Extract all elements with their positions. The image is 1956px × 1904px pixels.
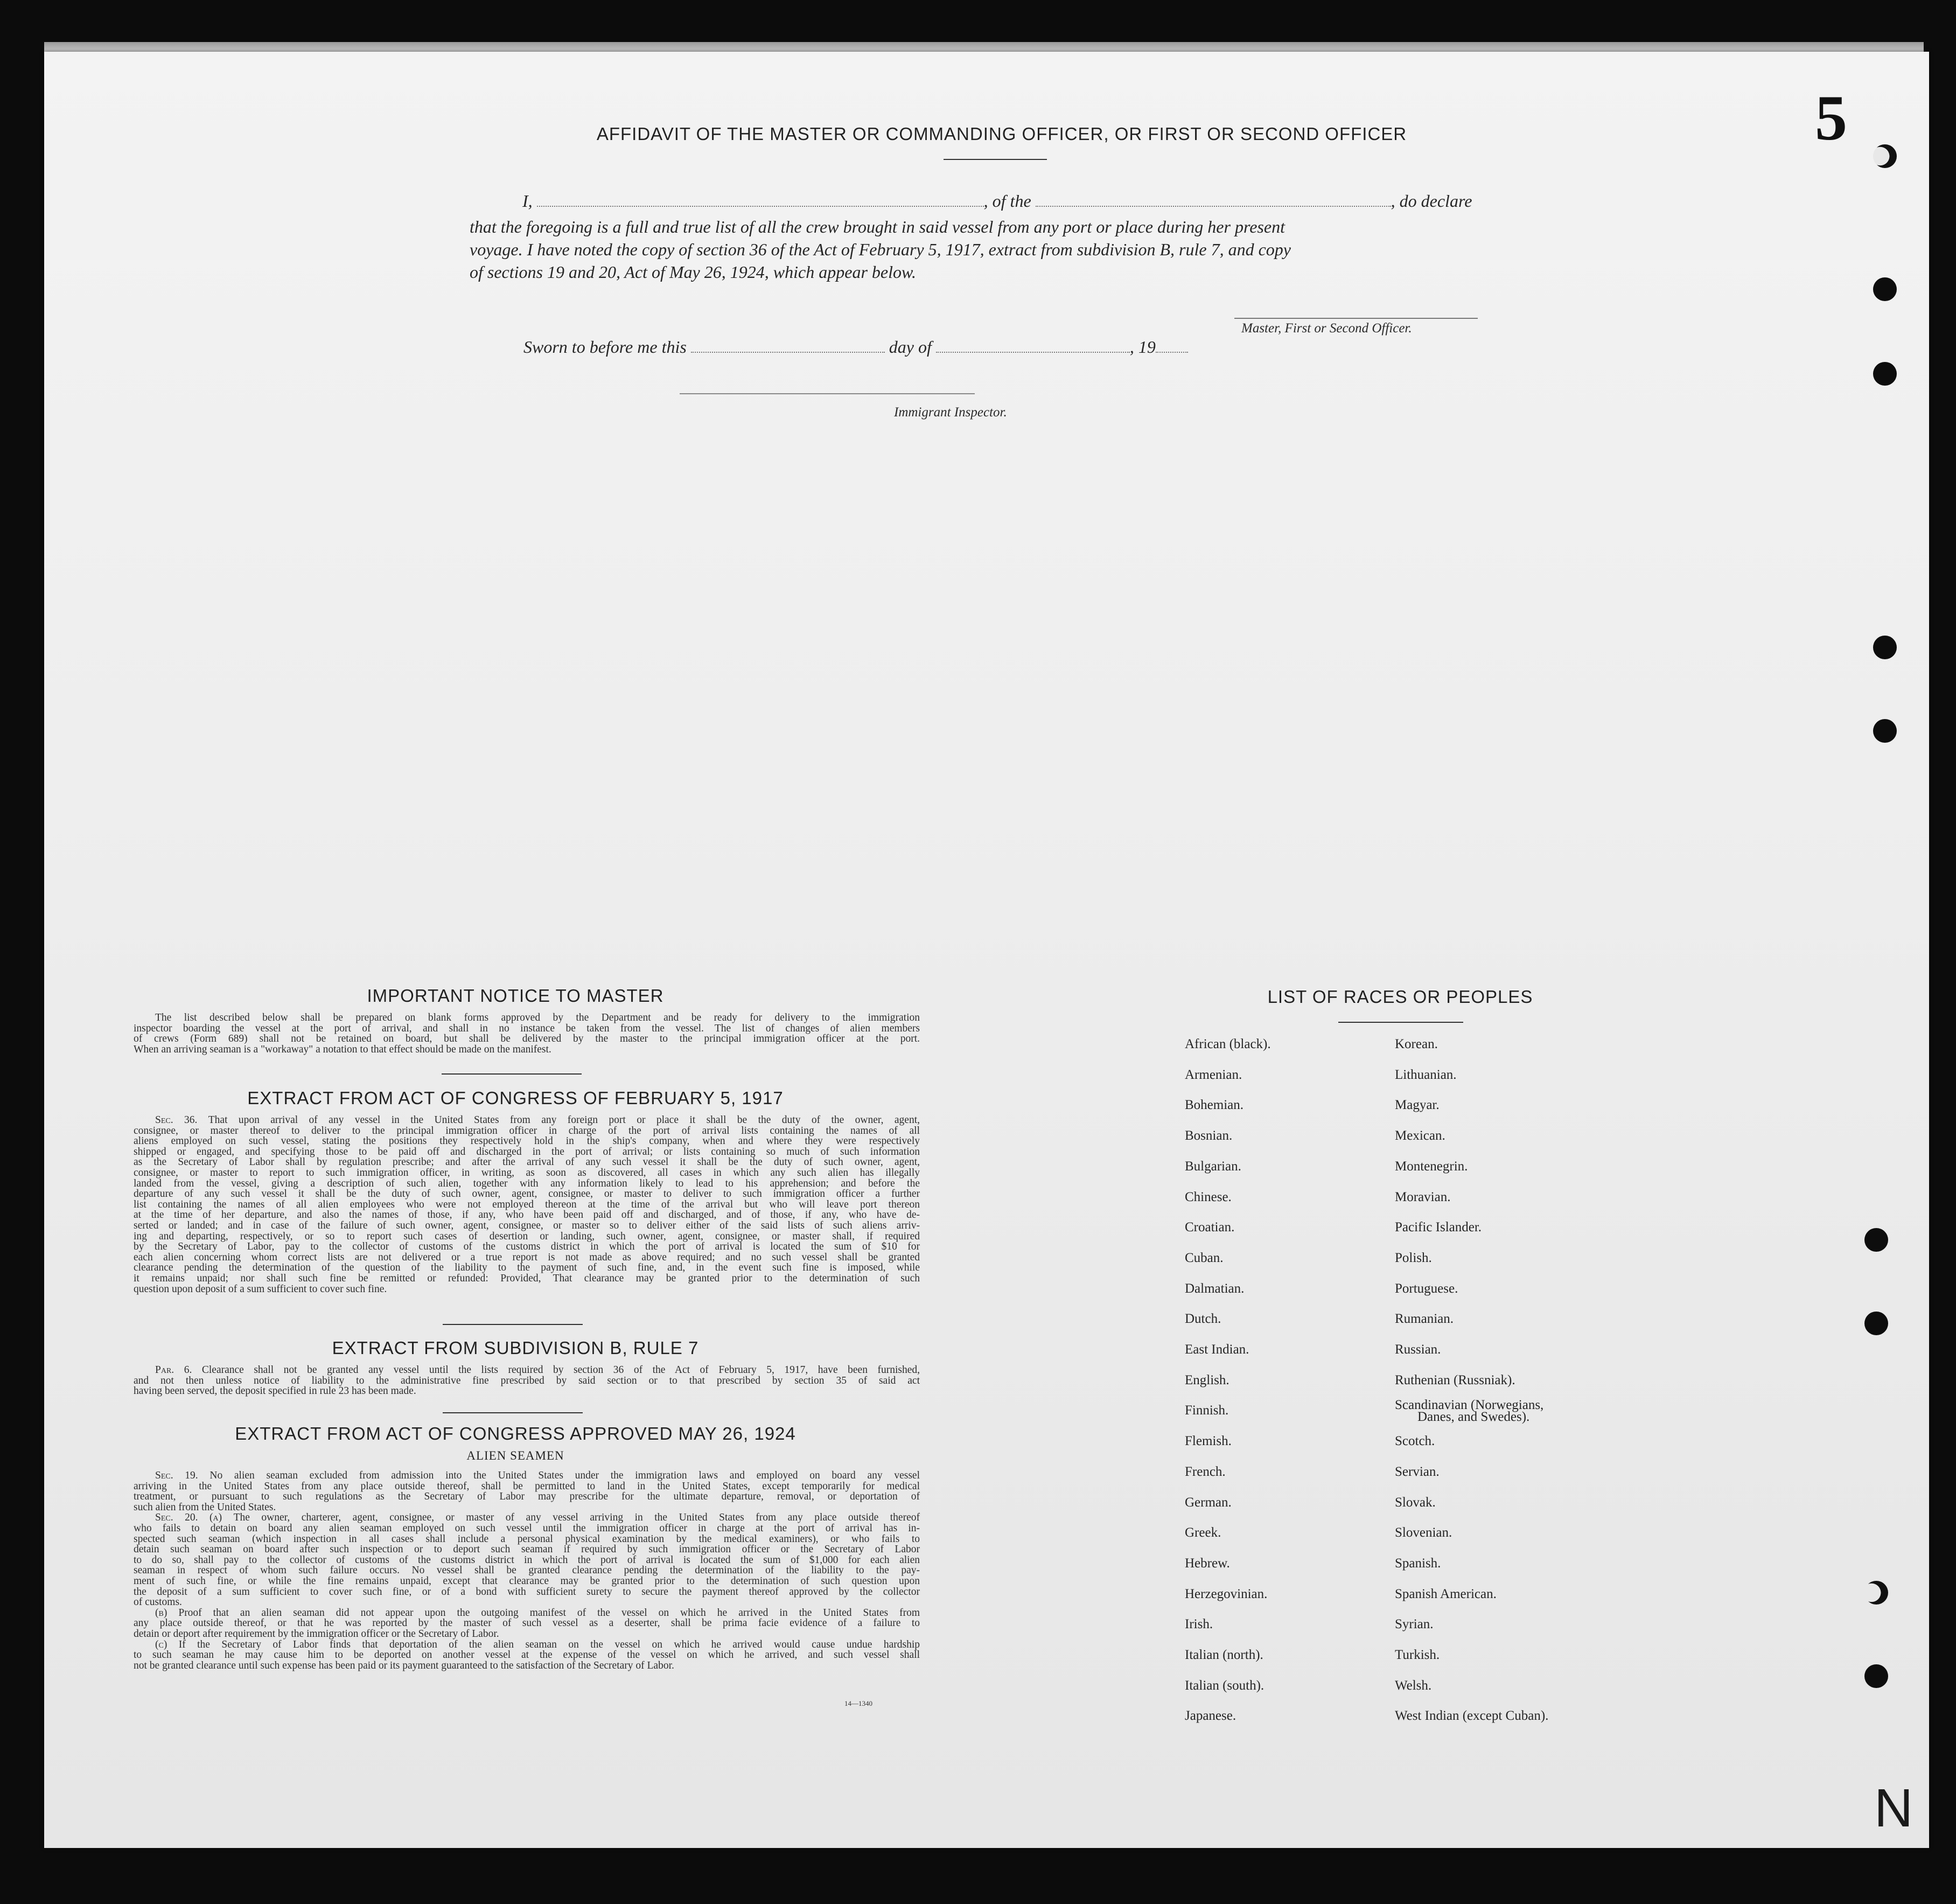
text-line — [134, 1157, 920, 1168]
race-item: Bulgarian. — [1185, 1159, 1241, 1174]
race-item: Hebrew. — [1185, 1556, 1230, 1571]
line-text: the deposit of a sum sufficient to cover such fine, or of a bond with sufficient surety to secure the payment thereof approved by the collector — [134, 1586, 920, 1598]
sworn-prefix: Sworn to before me this — [523, 337, 687, 357]
form-number: 14—1340 — [844, 1699, 872, 1707]
text-line — [134, 1618, 920, 1629]
text-line — [134, 1126, 920, 1136]
race-item: English. — [1185, 1372, 1230, 1387]
text-line — [134, 1242, 920, 1252]
line-text: detain or deport after requirement by the immigration officer or the Secretary of Labor. — [134, 1628, 499, 1640]
race-item: Bosnian. — [1185, 1128, 1233, 1143]
affidavit-line-2: that the foregoing is a full and true list of all the crew brought in said vessel from any port or place during her present — [470, 217, 1285, 236]
race-item: Montenegrin. — [1395, 1159, 1468, 1174]
line-text: ing and departing, respectively, or so to report such cases of desertion or landing, such owner, agent, consignee, or master shall, if required — [134, 1230, 920, 1242]
punch-hole — [1864, 1228, 1888, 1252]
line-text: as the Secretary of Labor shall by regulation prescribe; and after the arrival of any such vessel it shall be the duty of such owner, agent, — [134, 1156, 920, 1168]
line-text: When an arriving seaman is a "workaway" a notation to that effect should be made on the manifest. — [134, 1043, 551, 1055]
sworn-day-of: day of — [889, 337, 932, 357]
line-text: it remains unpaid; nor shall such fine be remitted or refunded: Provided, That clearance may be granted prior to the determination of such — [134, 1272, 920, 1284]
line-text: to do so, shall pay to the collector of customs of the customs district in which the port of arrival is located the sum of $1,000 for each alien — [134, 1554, 920, 1566]
line-text: aliens employed on such vessel, stating the positions they respectively hold in the ship's company, when and where they were respectively — [134, 1135, 920, 1147]
punch-hole — [1873, 362, 1897, 386]
punch-hole — [1873, 636, 1897, 659]
line-text: shipped or engaged, and specifying those to be paid off and discharged in the port of arrival; or lists containing so much of such information — [134, 1146, 920, 1157]
handwritten-mark: N — [1874, 1778, 1913, 1838]
race-item: East Indian. — [1185, 1342, 1249, 1357]
line-text: of crews (Form 689) shall not be retained on board, but shall be delivered by the master to the principal immigration officer at the port. — [134, 1033, 920, 1045]
text-line — [134, 1115, 920, 1126]
line-text: If the Secretary of Labor finds that deportation of the alien seaman on the vessel on which he arrived would cause undue hardship — [178, 1638, 920, 1650]
text-line — [134, 1629, 920, 1640]
race-item: Herzegovinian. — [1185, 1586, 1268, 1601]
text-line — [134, 1220, 920, 1231]
line-text: That upon arrival of any vessel in the United States from any foreign port or place it shall be the duty of the owner, agent, — [208, 1114, 920, 1126]
line-text: question upon deposit of a sum sufficient to cover such fine. — [134, 1283, 387, 1295]
section-label: (c) — [155, 1638, 179, 1650]
line-text: and not then unless notice of liability to the administrative fine prescribed by said section or to that prescribed by section 35 of said act — [134, 1375, 920, 1386]
title-rule — [944, 159, 1047, 160]
race-item: Armenian. — [1185, 1067, 1242, 1082]
line-text: having been served, the deposit specified in rule 23 has been made. — [134, 1385, 416, 1397]
line-text: detain such seaman on board after such inspection or to deport such seaman if required by such immigration officer or the Secretary of Labor — [134, 1544, 920, 1556]
text-line — [134, 1534, 920, 1545]
race-item: Slovenian. — [1395, 1525, 1452, 1540]
affidavit-line-1 — [522, 191, 1472, 211]
race-item: Finnish. — [1185, 1403, 1229, 1418]
text-line — [134, 1661, 920, 1671]
notice-title: IMPORTANT NOTICE TO MASTER — [367, 986, 664, 1006]
text-line — [134, 1189, 920, 1199]
text-line — [134, 1502, 920, 1513]
races-title-rule — [1338, 1022, 1463, 1023]
text-line — [134, 1608, 920, 1619]
vessel-blank[interactable] — [1036, 200, 1391, 207]
sworn-month-blank[interactable] — [936, 346, 1130, 353]
text-line — [134, 1147, 920, 1157]
race-item: Irish. — [1185, 1617, 1213, 1632]
race-item: Magyar. — [1395, 1098, 1440, 1113]
declarant-i: I, — [522, 191, 533, 211]
race-item: Spanish. — [1395, 1556, 1441, 1571]
inspector-label: Immigrant Inspector. — [894, 405, 1007, 420]
text-line — [134, 1576, 920, 1587]
extract-rule7-body — [134, 1365, 920, 1397]
extract-1924-body — [134, 1470, 920, 1671]
race-item: Korean. — [1395, 1037, 1438, 1051]
sworn-line — [523, 337, 1188, 357]
race-item: African (black). — [1185, 1037, 1271, 1051]
text-line — [134, 1597, 920, 1608]
handwritten-page-number: 5 — [1815, 82, 1847, 154]
line-text: ment of such fine, or while the fine remains unpaid, except that clearance may be granted prior to the determination of such question upon — [134, 1575, 920, 1587]
extract-rule7-title: EXTRACT FROM SUBDIVISION B, RULE 7 — [332, 1338, 699, 1358]
text-line — [134, 1376, 920, 1386]
race-item: French. — [1185, 1464, 1226, 1479]
text-line — [134, 1168, 920, 1178]
section-label: Sec. 36. — [155, 1114, 208, 1126]
line-text: seaman in respect of whom such failure occurs. No vessel shall be granted clearance pending the determination of the liability to the pay- — [134, 1565, 920, 1577]
line-text: inspector boarding the vessel at the port of arrival, and shall in no instance be taken from the vessel. The list of changes of alien members — [134, 1022, 920, 1034]
line-text: Proof that an alien seaman did not appear upon the outgoing manifest of the vessel on which he arrived in the United States from — [178, 1607, 920, 1619]
text-line — [134, 1555, 920, 1566]
punch-hole — [1873, 277, 1897, 301]
text-line — [134, 1481, 920, 1492]
line-text: to such seaman he may cause him to be deported on another vessel at the expense of the vessel on which he arrived, and such vessel shall — [134, 1649, 920, 1661]
section-label: Sec. 19. — [155, 1470, 210, 1481]
line-text: who fails to detain on board any alien seaman employed on such vessel until the immigration officer in charge at the port of arrival has in- — [134, 1522, 920, 1534]
race-item: Bohemian. — [1185, 1098, 1244, 1113]
affidavit-line-3: voyage. I have noted the copy of section 36 of the Act of February 5, 1917, extract from subdivision B, rule 7, and copy — [470, 240, 1291, 259]
line-text: at the time of her departure, and also the names of those, if any, who have been paid off and discharged, and of those, if any, who have de- — [134, 1209, 920, 1221]
line-text: clearance pending the determination of the question of the liability to the payment of such fine, and, in the event such fine is imposed, while — [134, 1262, 920, 1274]
race-item: Ruthenian (Russniak). — [1395, 1372, 1515, 1387]
race-item-continuation: Danes, and Swedes). — [1417, 1410, 1530, 1425]
name-blank[interactable] — [537, 200, 984, 207]
line-text: departure of any such vessel it shall be the duty of such owner, agent, consignee, or master to deliver to such immigration officer a further — [134, 1188, 920, 1200]
sworn-year-prefix: , 19 — [1129, 337, 1156, 357]
race-item: Dalmatian. — [1185, 1281, 1245, 1296]
section-label: Sec. 20. (a) — [155, 1512, 234, 1524]
race-item: Italian (south). — [1185, 1678, 1265, 1693]
race-item: Mexican. — [1395, 1128, 1445, 1143]
alien-seamen-subtitle: ALIEN SEAMEN — [466, 1449, 564, 1462]
race-item: Scotch. — [1395, 1434, 1435, 1449]
text-line — [134, 1386, 920, 1397]
text-line — [134, 1640, 920, 1650]
master-signature-label: Master, First or Second Officer. — [1241, 321, 1412, 336]
race-item: Italian (north). — [1185, 1648, 1263, 1662]
text-line — [134, 1587, 920, 1598]
section-label: Par. 6. — [155, 1364, 202, 1376]
affidavit-title: AFFIDAVIT OF THE MASTER OR COMMANDING OFFICER, OR FIRST OR SECOND OFFICER — [596, 124, 1407, 144]
race-item: Cuban. — [1185, 1250, 1224, 1265]
line-text: Clearance shall not be granted any vessel until the lists required by section 36 of the Act of February 5, 1917, have been furnished, — [201, 1364, 920, 1376]
text-line — [134, 1013, 920, 1023]
race-item: Pacific Islander. — [1395, 1220, 1482, 1235]
race-item: Dutch. — [1185, 1312, 1221, 1327]
text-line — [134, 1231, 920, 1242]
race-item: Servian. — [1395, 1464, 1440, 1479]
text-line — [134, 1523, 920, 1534]
text-line — [134, 1284, 920, 1295]
line-text: The owner, charterer, agent, consignee, or master of any vessel arriving in the United States from any place outside thereof — [233, 1512, 920, 1524]
inspector-signature-line[interactable] — [680, 393, 975, 394]
do-declare-text: , do declare — [1391, 191, 1472, 211]
races-title: LIST OF RACES OR PEOPLES — [1267, 987, 1533, 1007]
text-line — [134, 1565, 920, 1576]
line-text: arriving in the United States from any place outside thereof, shall be permitted to land in the United States, except temporarily for medical — [134, 1480, 920, 1492]
text-line — [134, 1178, 920, 1189]
line-text: treatment, or pursuant to such regulations as the Secretary of Labor may prescribe for the ultimate departure, removal, or deportation of — [134, 1491, 920, 1503]
line-text: each alien concerning whom correct lists are not delivered or a true report is not made as above required; and no such vessel shall be granted — [134, 1251, 920, 1263]
section-rule — [443, 1412, 583, 1413]
line-text: consignee, or master thereof to deliver to the principal immigration officer in charge of the port of arrival lists containing the names of all — [134, 1125, 920, 1136]
line-text: of customs. — [134, 1596, 182, 1608]
line-text: landed from the vessel, giving a description of such alien, together with any information likely to lead to his apprehension; and before the — [134, 1177, 920, 1189]
race-item: Polish. — [1395, 1250, 1432, 1265]
race-item: Moravian. — [1395, 1189, 1451, 1204]
line-text: any place outside thereof, or that he was reported by the master of such vessel as a deserter, shall be prima facie evidence of a failure to — [134, 1617, 920, 1629]
text-line — [134, 1263, 920, 1273]
sworn-day-blank[interactable] — [691, 346, 885, 353]
line-text: such alien from the United States. — [134, 1501, 276, 1513]
extract-1917-title: EXTRACT FROM ACT OF CONGRESS OF FEBRUARY 5, 1917 — [247, 1088, 784, 1108]
race-item: Turkish. — [1395, 1648, 1440, 1662]
punch-hole — [1864, 1312, 1888, 1335]
text-line — [134, 1544, 920, 1555]
text-line — [134, 1650, 920, 1661]
race-item: Scandinavian (Norwegians, — [1395, 1398, 1544, 1413]
punch-hole — [1864, 1664, 1888, 1688]
punch-hole — [1873, 719, 1897, 743]
text-line — [134, 1034, 920, 1044]
master-signature-line[interactable] — [1234, 318, 1478, 319]
line-text: list containing the names of all alien employees who were not employed thereon at the time of the arrival but who will leave port thereon — [134, 1198, 920, 1210]
race-item: Syrian. — [1395, 1617, 1434, 1632]
race-item: Flemish. — [1185, 1434, 1232, 1449]
text-line — [134, 1023, 920, 1034]
race-item: Russian. — [1395, 1342, 1441, 1357]
line-text: not be granted clearance until such expense has been paid or its payment guaranteed to the satisfaction of the Secretary of Labor. — [134, 1659, 674, 1671]
of-the-text: , of the — [983, 191, 1031, 211]
text-line — [134, 1199, 920, 1210]
notice-paragraph — [134, 1013, 920, 1055]
text-line — [134, 1365, 920, 1376]
race-item: Welsh. — [1395, 1678, 1432, 1693]
text-line — [134, 1273, 920, 1284]
line-text: serted or landed; and in case of the failure of such owner, agent, consignee, or master so to deliver either of the said lists of such aliens arriv- — [134, 1219, 920, 1231]
extract-1917-body — [134, 1115, 920, 1294]
race-item: Greek. — [1185, 1525, 1221, 1540]
race-item: Croatian. — [1185, 1220, 1235, 1235]
affidavit-line-4: of sections 19 and 20, Act of May 26, 1924, which appear below. — [470, 262, 916, 282]
extract-1924-title: EXTRACT FROM ACT OF CONGRESS APPROVED MAY 26, 1924 — [235, 1424, 796, 1443]
punch-hole — [1873, 144, 1897, 168]
race-item: Chinese. — [1185, 1189, 1232, 1204]
section-rule — [443, 1324, 583, 1325]
race-item: Rumanian. — [1395, 1312, 1454, 1327]
sworn-year-blank[interactable] — [1156, 346, 1188, 353]
race-item: Lithuanian. — [1395, 1067, 1457, 1082]
section-rule — [442, 1073, 582, 1075]
line-text: No alien seaman excluded from admission into the United States under the immigration laws and employed on board any vessel — [209, 1470, 920, 1481]
text-line — [134, 1512, 920, 1523]
race-item: Japanese. — [1185, 1708, 1237, 1724]
race-item: Spanish American. — [1395, 1586, 1497, 1601]
text-line — [134, 1210, 920, 1220]
race-item: West Indian (except Cuban). — [1395, 1708, 1549, 1724]
punch-hole — [1864, 1581, 1888, 1605]
line-text: spected such seaman (which inspection in all cases shall include a personal physical examination by the medical examiners), or who fails to — [134, 1533, 920, 1545]
line-text: The list described below shall be prepared on blank forms approved by the Department and be ready for delivery to the immigration — [155, 1012, 920, 1023]
race-item: Portuguese. — [1395, 1281, 1458, 1296]
race-item: Slovak. — [1395, 1495, 1436, 1510]
section-label: (b) — [155, 1607, 179, 1619]
line-text: consignee, or master to report to such immigration officer, in writing, as soon as discovered, all cases in which any such alien has illegally — [134, 1167, 920, 1178]
line-text: by the Secretary of Labor, pay to the collector of customs of the customs district in which the port of arrival is located the sum of $10 for — [134, 1241, 920, 1253]
text-line — [134, 1470, 920, 1481]
text-line — [134, 1252, 920, 1263]
text-line — [134, 1044, 920, 1055]
text-line — [134, 1491, 920, 1502]
race-item: German. — [1185, 1495, 1232, 1510]
text-line — [134, 1136, 920, 1147]
